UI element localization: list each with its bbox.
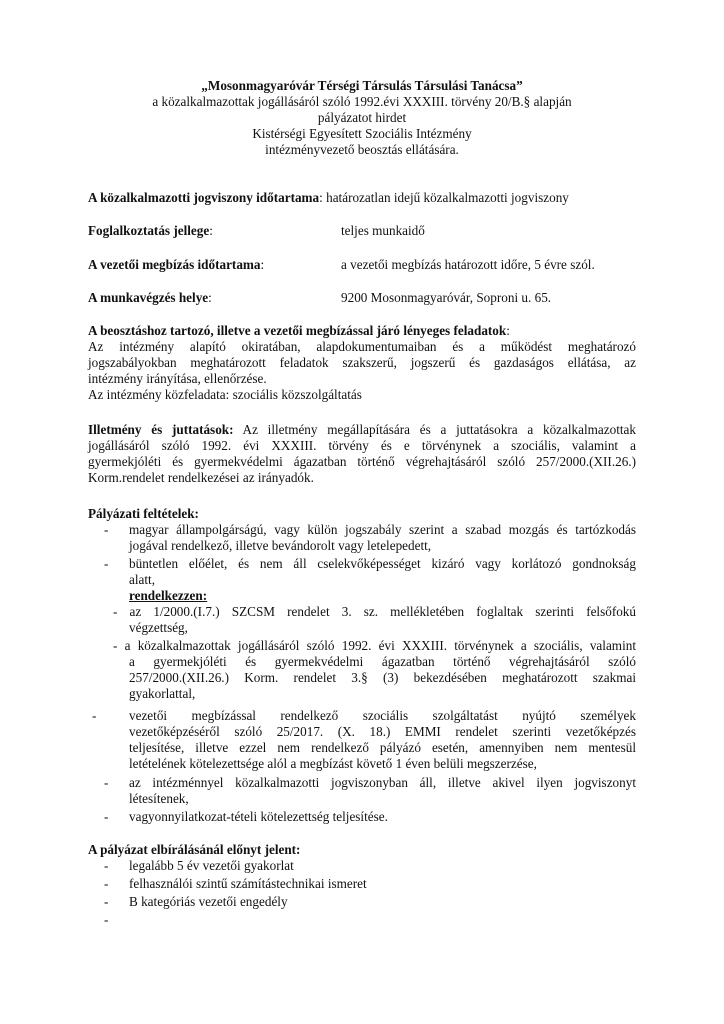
workplace-value: 9200 Mosonmagyaróvár, Soproni u. 65. <box>341 290 552 305</box>
employment-duration-value: : határozatlan idejű közalkalmazotti jogviszony <box>319 190 569 205</box>
workplace-row <box>88 290 212 306</box>
appointment-duration-row <box>88 257 264 273</box>
advantages-heading: A pályázat elbírálásánál előnyt jelent: <box>88 842 301 857</box>
duties-heading-colon: : <box>506 323 510 338</box>
salary-paragraph <box>88 422 636 486</box>
header-title: „Mosonmagyaróvár Térségi Társulás Társulási Tanácsa” <box>201 78 523 93</box>
bullet-dash: - <box>104 912 109 927</box>
duties-line: jogszabályokban meghatározott feladatok szakszerű, jogszerű és gazdaságos ellátása, az <box>88 355 636 370</box>
requirement-item: vezetői megbízással rendelkező szociális szolgáltatást nyújtó személyek vezetőképzéséről szóló 25/2017. (X. 18.) EMMI rendelet szerinti vezetőképzés teljesítése, illetve ezzel nem rendelkező pályázó esetén, amennyiben nem mentesül letételének kötelezettsége alól a megbízást követő 1 éven belüli megszerzése, <box>129 708 636 771</box>
employment-type-row <box>88 223 213 239</box>
bullet-dash: - <box>104 876 109 891</box>
bullet-dash: - <box>104 556 109 571</box>
workplace-label: A munkavégzés helye <box>88 290 209 305</box>
header-position: intézményvezető beosztás ellátására. <box>265 142 459 157</box>
appointment-duration-label: A vezetői megbízás időtartama <box>88 257 261 272</box>
salary-line: gyermekjóléti és gyermekvédelmi ágazatban történő végrehajtásáról szóló 257/2000.(XII.26.) <box>88 454 636 469</box>
bullet-dash: - <box>104 894 109 909</box>
salary-line: jogállásáról szóló 1992. évi XXXIII. törvény és e törvénynek a szociális, valamint a <box>88 438 636 453</box>
header-legal-basis: a közalkalmazottak jogállásáról szóló 1992.évi XXXIII. törvény 20/B.§ alapján <box>152 94 572 109</box>
advantage-item: felhasználói szintű számítástechnikai ismeret <box>129 876 367 891</box>
advantage-item: B kategóriás vezetői engedély <box>129 894 288 909</box>
advantage-item: legalább 5 év vezetői gyakorlat <box>129 858 294 873</box>
employment-type-value: teljes munkaidő <box>341 223 425 238</box>
employment-duration-label: A közalkalmazotti jogviszony időtartama <box>88 190 320 205</box>
employment-type-colon: : <box>209 223 213 238</box>
employment-type-label: Foglalkoztatás jellege <box>88 223 210 238</box>
workplace-colon: : <box>208 290 212 305</box>
document-header <box>88 78 636 158</box>
salary-line: Az illetmény megállapítására és a juttatásokra a közalkalmazottak <box>242 422 636 437</box>
salary-heading: Illetmény és juttatások: <box>88 422 234 437</box>
public-task-line: Az intézmény közfeladata: szociális közszolgáltatás <box>88 387 362 402</box>
bullet-dash: - <box>104 775 109 790</box>
duties-paragraph <box>88 339 636 403</box>
duties-heading <box>88 323 510 339</box>
header-institution: Kistérségi Egyesített Szociális Intézmény <box>252 126 472 141</box>
bullet-dash: - <box>104 858 109 873</box>
appointment-duration-value: a vezetői megbízás határozott időre, 5 évre szól. <box>341 257 595 272</box>
requirement-item: vagyonnyilatkozat-tételi kötelezettség teljesítése. <box>129 809 388 824</box>
requirement-item: az intézménnyel közalkalmazotti jogviszonyban áll, illetve akivel ilyen jogviszonyt létesítenek, <box>129 775 636 806</box>
must-have-heading: rendelkezzen: <box>129 588 208 603</box>
salary-line: Korm.rendelet rendelkezései az irányadók. <box>88 470 314 485</box>
bullet-dash: - <box>92 708 97 723</box>
requirements-heading: Pályázati feltételek: <box>88 506 199 521</box>
requirement-subitem: - az 1/2000.(I.7.) SZCSM rendelet 3. sz. mellékletében foglaltak szerinti felsőfokú végzettség, <box>113 604 636 635</box>
duties-line: intézmény irányítása, ellenőrzése. <box>88 371 267 386</box>
requirement-subitem: - a közalkalmazottak jogállásáról szóló 1992. évi XXXIII. törvénynek a szociális, valamint a gyermekjóléti és gyermekvédelmi ágazatban történő végrehajtásáról szóló 257/2000.(XII.26.) Korm. rendelet 3.§ (3) bekezdésében meghatározott szakmai gyakorlattal, <box>113 638 636 701</box>
duties-heading-text: A beosztáshoz tartozó, illetve a vezetői megbízással járó lényeges feladatok <box>88 323 507 338</box>
bullet-dash: - <box>104 809 109 824</box>
appointment-duration-colon: : <box>260 257 265 272</box>
employment-duration-row <box>88 190 569 206</box>
requirement-item: magyar állampolgárságú, vagy külön jogszabály szerint a szabad mozgás és tartózkodás jogával rendelkező, illetve bevándorolt vagy letelepedett, <box>129 522 636 553</box>
header-announcement: pályázatot hirdet <box>317 110 407 125</box>
duties-line: Az intézmény alapító okiratában, alapdokumentumaiban és a működést meghatározó <box>88 339 636 354</box>
requirement-item: büntetlen előélet, és nem áll cselekvőképességet kizáró vagy korlátozó gondnokság alatt, <box>129 556 636 587</box>
bullet-dash: - <box>104 522 109 537</box>
